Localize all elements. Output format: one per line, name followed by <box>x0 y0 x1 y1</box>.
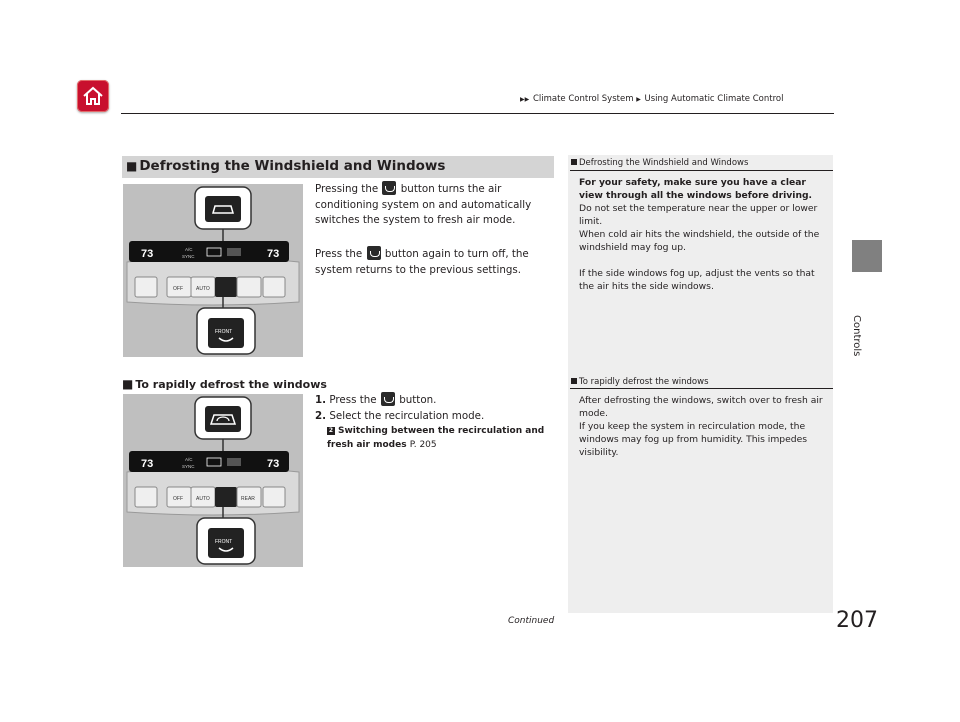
note-icon <box>571 159 577 165</box>
page-number: 207 <box>836 608 878 633</box>
section-heading: ■ Defrosting the Windshield and Windows <box>122 156 554 178</box>
chevron-right-icon: ▶▶ <box>520 96 530 103</box>
front-label: FRONT <box>215 539 233 545</box>
temp-left-readout: 73 <box>141 458 154 470</box>
subsection-heading: ■ To rapidly defrost the windows <box>122 377 327 391</box>
square-bullet-icon: ■ <box>126 159 138 173</box>
breadcrumb-item[interactable]: Climate Control System <box>532 94 634 104</box>
paragraph-intro: Pressing the button turns the air conditioning system on and automatically switches the system to fresh air mode. <box>315 183 532 226</box>
climate-panel-figure-recirc <box>123 394 303 567</box>
side-tab <box>852 240 882 272</box>
ac-label: A/C <box>185 247 193 252</box>
auto-label: AUTO <box>196 286 210 292</box>
climate-panel-figure <box>123 184 303 357</box>
rear-label: REAR <box>241 496 255 502</box>
home-button[interactable] <box>77 80 109 112</box>
off-label: OFF <box>173 496 183 502</box>
note-title: Defrosting the Windshield and Windows <box>571 158 748 168</box>
breadcrumb-item[interactable]: Using Automatic Climate Control <box>644 94 784 104</box>
chevron-right-icon: ▶ <box>636 96 641 103</box>
divider <box>121 113 834 114</box>
note-title: To rapidly defrost the windows <box>571 377 709 387</box>
front-defrost-button-icon <box>381 392 395 406</box>
ac-label: A/C <box>185 457 193 462</box>
breadcrumb <box>520 94 783 104</box>
note-icon <box>571 378 577 384</box>
square-bullet-icon: ■ <box>122 377 134 391</box>
front-defrost-button-icon <box>382 181 396 195</box>
home-icon <box>82 85 104 107</box>
front-defrost-button-icon <box>367 246 381 260</box>
step-item: 1. Press the button. <box>315 394 437 406</box>
note-body: After defrosting the windows, switch over to fresh air mode. If you keep the system in recirculation mode, the windows may fog up from humidity. This impedes visibility. <box>579 395 823 458</box>
side-tab-label: Controls <box>851 315 862 357</box>
temp-left-readout: 73 <box>141 248 154 260</box>
cross-reference-link[interactable]: 2 Switching between the recirculation and fresh air modes P. 205 <box>327 426 545 450</box>
sync-label: SYNC <box>182 464 195 469</box>
temp-right-readout: 73 <box>267 458 280 470</box>
steps-list <box>315 392 545 452</box>
auto-label: AUTO <box>196 496 210 502</box>
temp-right-readout: 73 <box>267 248 280 260</box>
note-body: For your safety, make sure you have a clear view through all the windows before driving. Do not set the temperature near the upper or lower limit. When cold air hits the windshield, the outside of the windshield may fog up. If the side windows fog up, adjust the vents so that the air hits the side windows. <box>579 177 820 292</box>
divider <box>570 170 833 171</box>
paragraph-turn-off: Press the button again to turn off, the system returns to the previous settings. <box>315 248 529 276</box>
step-item: 2. Select the recirculation mode. <box>315 409 485 422</box>
front-label: FRONT <box>215 329 233 335</box>
reference-arrow-icon: 2 <box>328 427 334 434</box>
sync-label: SYNC <box>182 254 195 259</box>
continued-label: Continued <box>508 616 555 626</box>
divider <box>570 388 833 389</box>
off-label: OFF <box>173 286 183 292</box>
